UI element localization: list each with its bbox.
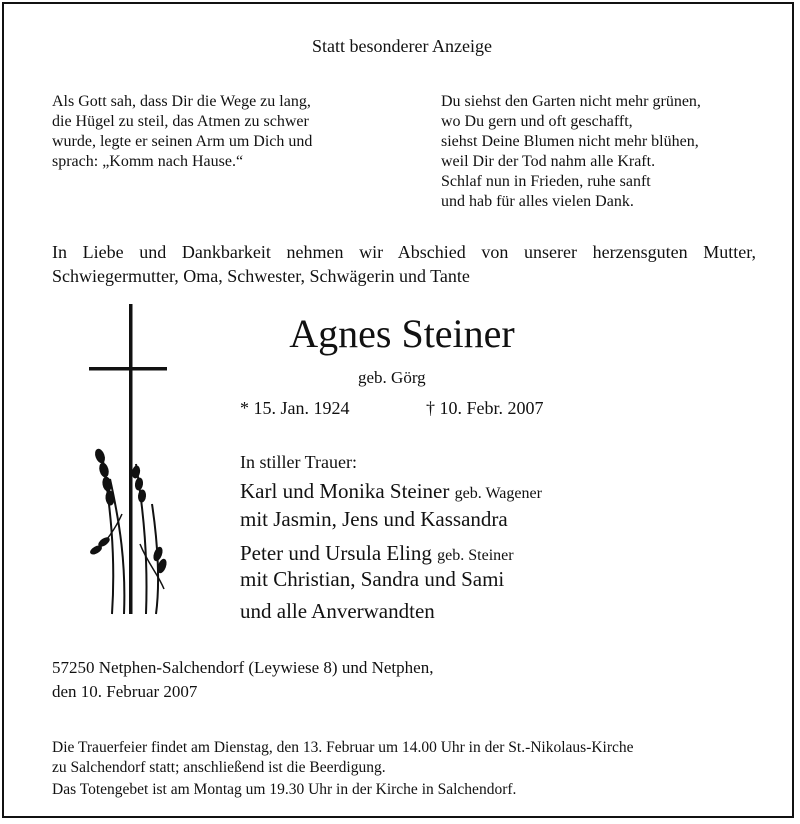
deceased-name-text: Agnes Steiner (289, 311, 515, 356)
poem-right (441, 92, 771, 212)
family-note: geb. Wagener (454, 485, 542, 502)
relatives-line: und alle Anverwandten (240, 599, 435, 623)
family-children: mit Christian, Sandra und Sami (240, 567, 505, 591)
address-line: 57250 Netphen-Salchendorf (Leywiese 8) und Netphen, (52, 658, 434, 677)
poem-line: wo Du gern und oft geschafft, (441, 113, 633, 130)
notice-line: zu Salchendorf statt; anschließend ist die Beerdigung. (52, 759, 386, 776)
poem-line: Du siehst den Garten nicht mehr grünen, (441, 93, 701, 110)
address-block (52, 656, 612, 704)
header-text: Statt besonderer Anzeige (312, 36, 492, 56)
maiden-name: geb. Görg (358, 368, 426, 387)
poem-line: sprach: „Komm nach Hause.“ (52, 153, 244, 170)
death-date: † 10. Febr. 2007 (426, 398, 544, 418)
poem-line: die Hügel zu steil, das Atmen zu schwer (52, 113, 309, 130)
date-line: den 10. Februar 2007 (52, 682, 198, 701)
notice-line: Die Trauerfeier findet am Dienstag, den 13. Februar um 14.00 Uhr in der St.-Nikolaus-Kirche (52, 739, 634, 756)
poem-line: und hab für alles vielen Dank. (441, 193, 634, 210)
funeral-notice (52, 738, 772, 778)
birth-date: * 15. Jan. 1924 (240, 398, 350, 418)
obituary-frame (2, 2, 794, 818)
family-names: Karl und Monika Steiner (240, 479, 450, 503)
poem-line: Schlaf nun in Frieden, ruhe sanft (441, 173, 651, 190)
mourner-family-2 (240, 540, 514, 569)
mourner-family-1 (240, 478, 542, 507)
deceased-name (4, 310, 800, 358)
prayer-notice: Das Totengebet ist am Montag um 19.30 Uhr in der Kirche in Salchendorf. (52, 781, 517, 798)
poem-line: siehst Deine Blumen nicht mehr blühen, (441, 133, 699, 150)
poem-left (52, 92, 392, 172)
family-children: mit Jasmin, Jens und Kassandra (240, 507, 508, 531)
intro-text: In Liebe und Dankbarkeit nehmen wir Abschied von unserer herzensguten Mutter, Schwiegermutter, Oma, Schwester, Schwägerin und Tante (52, 242, 756, 286)
family-note: geb. Steiner (437, 547, 514, 564)
poem-line: weil Dir der Tod nahm alle Kraft. (441, 153, 656, 170)
mourning-label: In stiller Trauer: (240, 452, 357, 472)
poem-line: wurde, legte er seinen Arm um Dich und (52, 133, 313, 150)
family-names: Peter und Ursula Eling (240, 541, 432, 565)
poem-line: Als Gott sah, dass Dir die Wege zu lang, (52, 93, 311, 110)
